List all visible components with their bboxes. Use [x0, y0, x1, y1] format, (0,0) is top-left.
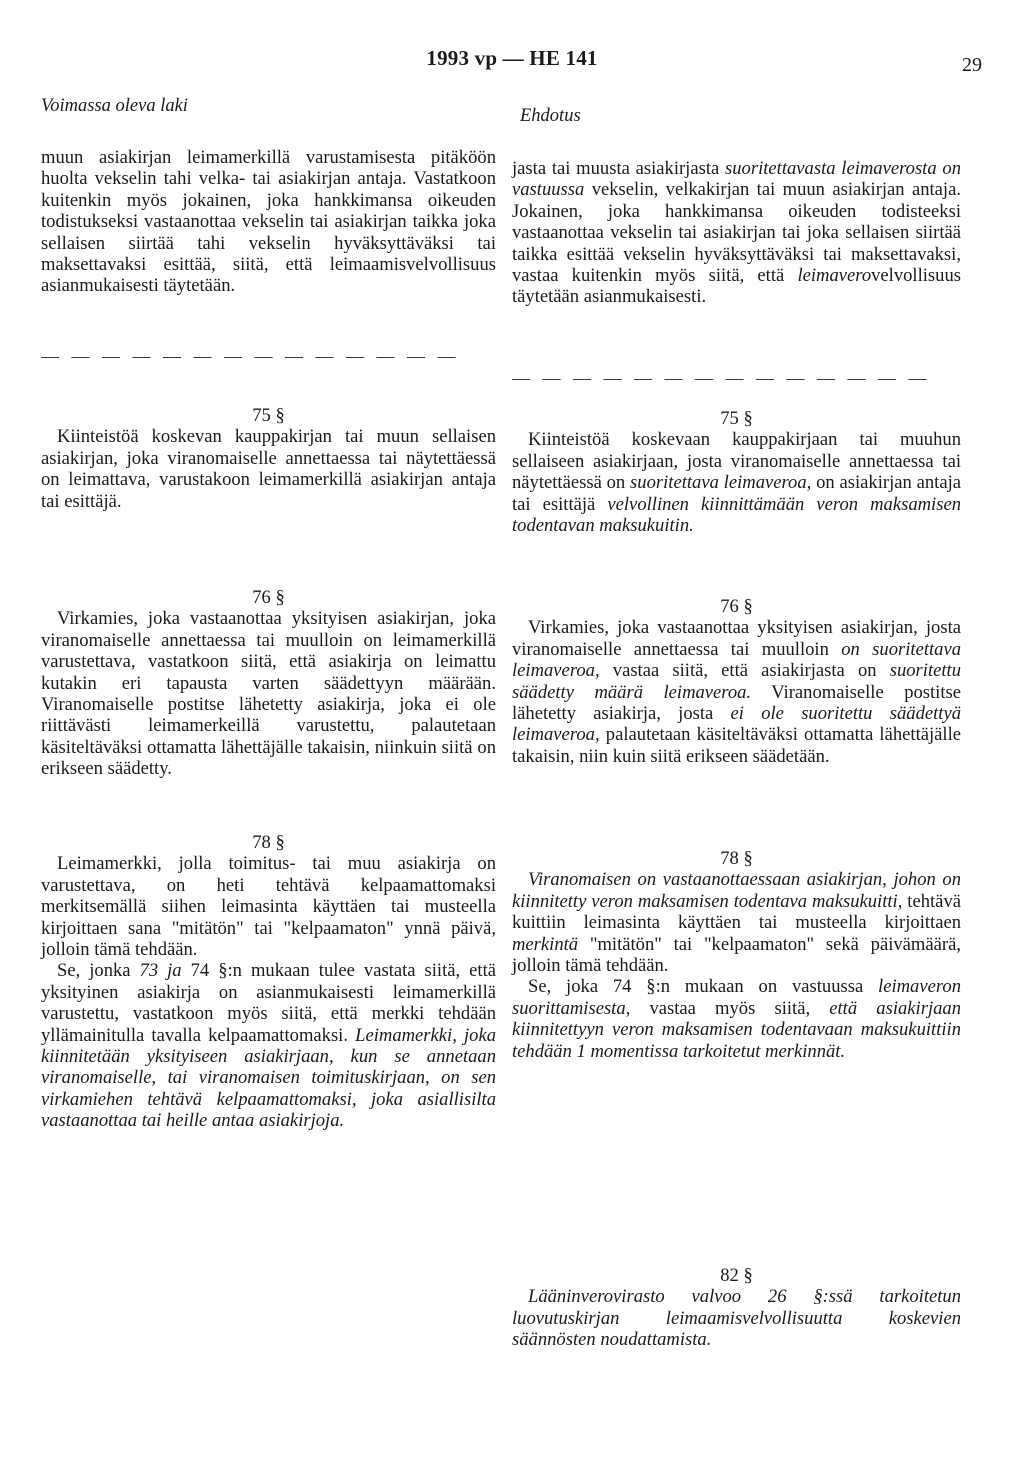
text-run-italic: Viranomaisen on vastaanottaessaan asiakirjan, johon on kiinnitetty veron maksamisen todentava maksukuitti, [512, 869, 961, 912]
text-run-italic: suoritettu säädetty määrä leimaveroa. [512, 660, 961, 703]
left-separator: — — — — — — — — — — — — — — [41, 346, 460, 366]
left-section-78 [41, 832, 496, 1132]
left-section-76-title: 76 § [252, 587, 285, 608]
left-intro-text: muun asiakirjan leimamerkillä varustamisesta pitäköön huolta vekselin tahi velka- tai asiakirjan antaja. Vastatkoon kuitenkin myös jokainen, joka hankkimansa oikeuden todistukseksi vastaanottaa vekselin tai asiakirjan taikka joka sellaisen siirtää tahi vekselin hyväksyttäväksi tai maksettavaksi esittää, siitä, että leimaamisvelvollisuus asianmukaisesti täytetään. [41, 147, 496, 297]
right-section-82-text: Lääninverovirasto valvoo 26 §:ssä tarkoitetun luovutuskirjan leimaamisvelvollisuutta koskevien säännösten noudattamista. [512, 1286, 961, 1351]
text-run: Virkamies, joka vastaanottaa yksityisen asiakirjan, josta viranomaiselle annettaessa tai muulloin [512, 617, 961, 660]
right-column-label: Ehdotus [520, 106, 581, 126]
right-section-76-text [512, 617, 961, 767]
right-section-82 [512, 1265, 961, 1351]
text-run: Kiinteistöä koskevaan kauppakirjaan tai muuhun sellaiseen asiakirjaan, josta viranomaiselle annettaessa tai näytettäessä on [512, 429, 961, 494]
right-section-75-title: 75 § [720, 408, 753, 429]
right-section-76-title: 76 § [720, 596, 753, 617]
right-section-78-title: 78 § [720, 848, 753, 869]
page-header-title: 1993 vp — HE 141 [426, 46, 598, 70]
left-section-78-para-1: Leimamerkki, jolla toimitus- tai muu asiakirja on varustettava, on heti tehtävä kelpaamattomaksi merkitsemällä siihen leimasinta käyttäen tai musteella kirjoittaen sana "mitätön" tai "kelpaamaton" ynnä päivä, jolloin tämä tehdään. [41, 853, 496, 961]
text-run: palautetaan käsiteltäväksi ottamatta lähettäjälle takaisin, niin kuin siitä erikseen säädetään. [512, 724, 961, 767]
left-section-75-text: Kiinteistöä koskevan kauppakirjan tai muun sellaisen asiakirjan, joka viranomaiselle annettaessa tai näytettäessä on leimattava, varustakoon leimamerkillä asiakirjan antaja tai esittäjä. [41, 426, 496, 512]
left-intro-block [41, 147, 496, 297]
right-section-75-text [512, 429, 961, 536]
left-section-75-title: 75 § [252, 405, 285, 426]
text-run: velvollisuus täytetään asianmukaisesti. [512, 265, 961, 308]
text-run-italic: 73 ja [139, 960, 182, 982]
text-run: Viranomaiselle postitse lähetetty asiakirja, josta [512, 681, 962, 725]
text-run-italic: leimaveron suorittamisesta, [512, 976, 961, 1019]
right-intro-text [512, 158, 961, 308]
left-column-label: Voimassa oleva laki [41, 96, 188, 116]
left-section-76 [41, 587, 496, 780]
text-run-italic: ei ole suoritettu säädettyä leimaveroa, [512, 703, 961, 746]
text-run: tehtävä kuittiin leimasinta käyttäen tai musteella kirjoittaen [512, 890, 961, 934]
right-separator: — — — — — — — — — — — — — — [512, 368, 931, 388]
text-run: vastaa myös siitä, [630, 997, 830, 1019]
text-run: on asiakirjan antaja tai esittäjä [512, 472, 961, 515]
text-run: "mitätön" tai "kelpaamaton" sekä päivämäärä, jolloin tämä tehdään. [512, 933, 961, 977]
right-section-76 [512, 596, 961, 767]
right-section-82-title: 82 § [720, 1265, 753, 1286]
right-section-75 [512, 408, 961, 536]
text-run-italic: suoritettava leimaveroa, [630, 472, 812, 494]
left-section-76-text: Virkamies, joka vastaanottaa yksityisen asiakirjan, joka viranomaiselle annettaessa tai muulloin on leimamerkillä varustettava, vastatkoon siitä, että asiakirja on leimattu kutakin eri tapausta varten säädettyyn määrään. Viranomaiselle postitse lähetetty asiakirja, joka ei ole riittävästi leimamerkeillä varustettu, palautetaan käsiteltäväksi ottamatta lähettäjälle takaisin, niinkuin siitä on erikseen säädetty. [41, 608, 496, 780]
text-run: 74 §:n mukaan tulee vastata siitä, että yksityinen asiakirja on asianmukaisesti leimamerkillä varustettu, vastatkoon myös siitä, että merkki tehdään yllämainitulla tavalla kelpaamattomaksi. [41, 960, 496, 1046]
left-section-75 [41, 405, 496, 512]
text-run-italic: leimavero [797, 265, 872, 287]
page-number: 29 [962, 54, 982, 76]
text-run: jasta tai muusta asiakirjasta [512, 158, 726, 179]
text-run-italic: merkintä [512, 933, 579, 955]
text-run: vekselin, velkakirjan tai muun asiakirjan antaja. Jokainen, joka hankkimansa oikeuden todisteeksi vastaanottaa vekselin tai asiakirjan tai joka sellaisen siirtää taikka esittää vekselin hyväksyttäväksi tai maksettavaksi, vastaa kuitenkin myös siitä, että [512, 179, 961, 287]
text-run: Se, joka 74 §:n mukaan on vastuussa [528, 976, 879, 998]
right-section-78 [512, 848, 961, 1062]
text-run-italic: on suoritettava leimaveroa, [512, 638, 961, 682]
right-intro-block [512, 158, 961, 308]
text-run: Se, jonka [57, 960, 140, 982]
text-run-italic: Leimamerkki, joka kiinnitetään yksityiseen asiakirjaan, kun se annetaan viranomaiselle, tai viranomaisen toimituskirjaan, on sen virkamiehen tehtävä kelpaamattomaksi, joka asiallisilta vastaanottaa tai heille antaa asiakirjoja. [41, 1024, 496, 1132]
text-run: vastaa siitä, että asiakirjasta on [599, 660, 890, 682]
right-section-78-para-1 [512, 869, 961, 976]
text-run-italic: että asiakirjaan kiinnitettyyn veron maksamisen todentavaan maksukuittiin tehdään 1 momentissa tarkoitetut merkinnät. [512, 997, 961, 1062]
right-section-78-para-2 [512, 976, 961, 1062]
text-run-italic: velvollinen kiinnittämään veron maksamisen todentavan maksukuitin. [512, 493, 961, 537]
left-section-78-para-2 [41, 960, 496, 1131]
text-run-italic: suoritettavasta leimaverosta on vastuussa [512, 158, 961, 201]
left-section-78-title: 78 § [252, 832, 285, 853]
